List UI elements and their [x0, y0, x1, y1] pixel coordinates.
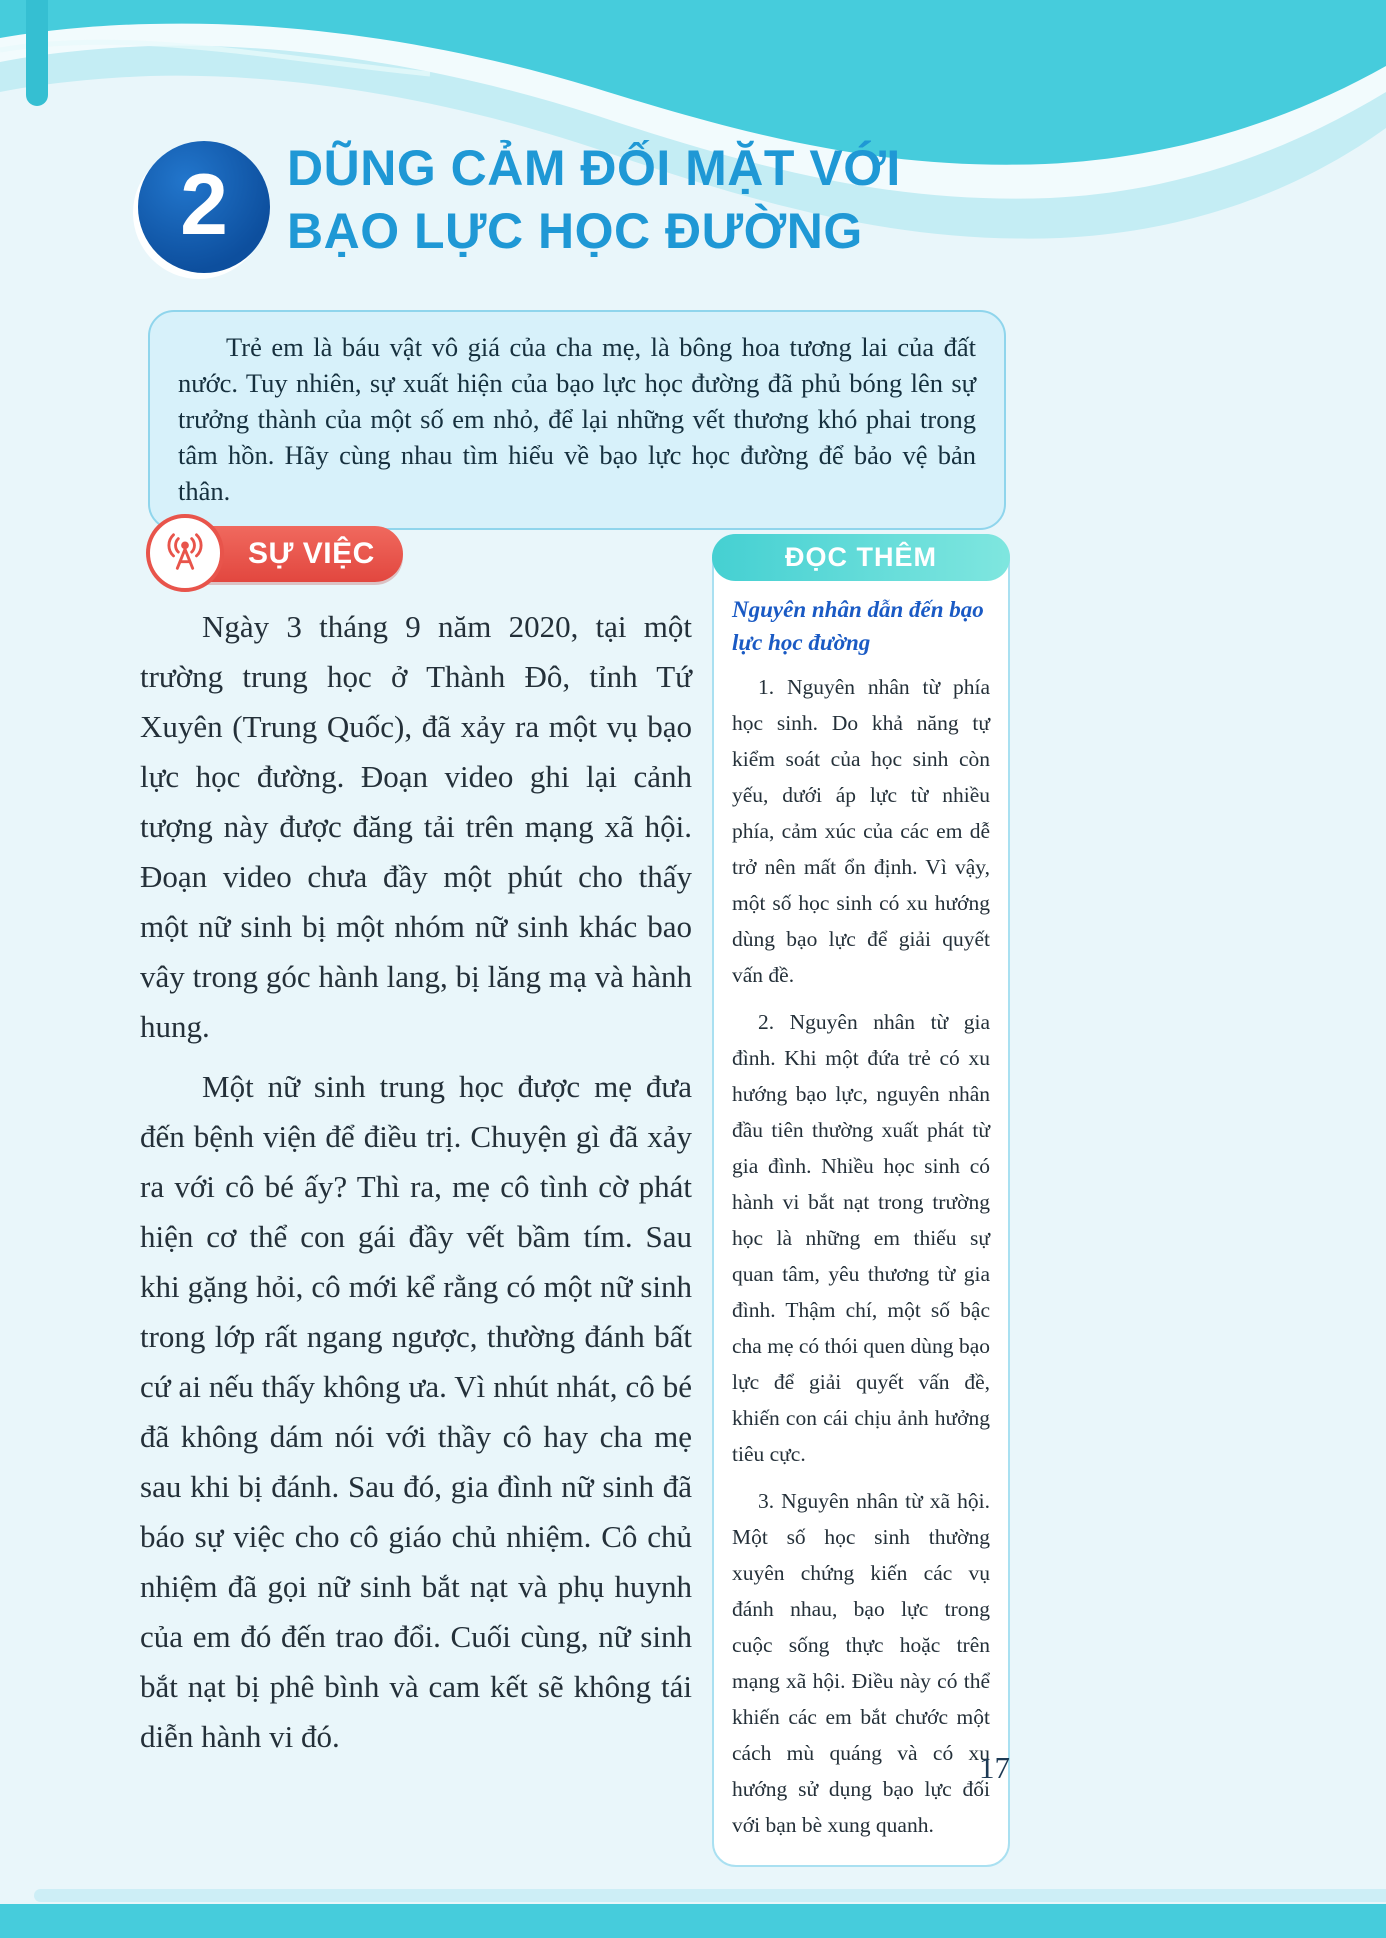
lesson-number: 2: [180, 157, 228, 253]
intro-box: [148, 310, 1006, 530]
lesson-number-badge: [138, 141, 270, 273]
section-badge-label: SỰ VIỆC: [248, 537, 375, 570]
corner-tab-decoration: [26, 0, 48, 106]
main-paragraph: Ngày 3 tháng 9 năm 2020, tại một trường trung học ở Thành Đô, tỉnh Tứ Xuyên (Trung Quốc), đã xảy ra một vụ bạo lực học đường. Đoạn video ghi lại cảnh tượng này được đăng tải trên mạng xã hội. Đoạn video chưa đầy một phút cho thấy một nữ sinh bị một nhóm nữ sinh khác bao vây trong góc hành lang, bị lăng mạ và hành hung.: [140, 609, 692, 1044]
broadcast-icon: [146, 514, 224, 592]
main-text: [140, 602, 692, 1772]
intro-text: Trẻ em là báu vật vô giá của cha mẹ, là bông hoa tương lai của đất nước. Tuy nhiên, sự xuất hiện của bạo lực học đường đã phủ bóng lên sự trưởng thành của một số em nhỏ, để lại những vết thương khó phai trong tâm hồn. Hãy cùng nhau tìm hiểu về bạo lực học đường để bảo vệ bản thân.: [178, 332, 976, 506]
main-paragraph: Một nữ sinh trung học được mẹ đưa đến bệnh viện để điều trị. Chuyện gì đã xảy ra với cô bé ấy? Thì ra, mẹ cô tình cờ phát hiện cơ thể con gái đầy vết bầm tím. Sau khi gặng hỏi, cô mới kể rằng có một nữ sinh trong lớp rất ngang ngược, thường đánh bất cứ ai nếu thấy không ưa. Vì nhút nhát, cô bé đã không dám nói với thầy cô hay cha mẹ sau khi bị đánh. Sau đó, gia đình nữ sinh đã báo sự việc cho cô giáo chủ nhiệm. Cô chủ nhiệm đã gọi nữ sinh bắt nạt và phụ huynh của em đó đến trao đổi. Cuối cùng, nữ sinh bắt nạt bị phê bình và cam kết sẽ không tái diễn hành vi đó.: [140, 1069, 692, 1754]
lesson-title: [287, 137, 901, 263]
bottom-bar-decoration: [0, 1904, 1386, 1938]
reading-box-header: ĐỌC THÊM: [712, 534, 1010, 581]
reading-paragraph: 1. Nguyên nhân từ phía học sinh. Do khả năng tự kiểm soát của học sinh còn yếu, dưới áp lực từ nhiều phía, cảm xúc của các em dễ trở nên mất ổn định. Vì vậy, một số học sinh có xu hướng dùng bạo lực để giải quyết vấn đề.: [732, 675, 990, 987]
page-number: 17: [979, 1750, 1010, 1785]
reading-box-title: Nguyên nhân dẫn đến bạo lực học đường: [732, 597, 984, 655]
reading-paragraph: 2. Nguyên nhân từ gia đình. Khi một đứa trẻ có xu hướng bạo lực, nguyên nhân đầu tiên thường xuất phát từ gia đình. Nhiều học sinh có hành vi bắt nạt trong trường học là những em thiếu sự quan tâm, yêu thương từ gia đình. Thậm chí, một số bậc cha mẹ có thói quen dùng bạo lực để giải quyết vấn đề, khiến con cái chịu ảnh hưởng tiêu cực.: [732, 1010, 990, 1466]
lesson-title-line-1: DŨNG CẢM ĐỐI MẶT VỚI: [287, 140, 901, 196]
lesson-title-line-2: BẠO LỰC HỌC ĐƯỜNG: [287, 203, 863, 259]
reading-box: [712, 534, 1010, 1867]
reading-paragraph: 3. Nguyên nhân từ xã hội. Một số học sinh thường xuyên chứng kiến các vụ đánh nhau, bạo lực trong cuộc sống thực hoặc trên mạng xã hội. Điều này có thể khiến các em bắt chước một cách mù quáng và có xu hướng sử dụng bạo lực đối với bạn bè xung quanh.: [732, 1489, 990, 1837]
bottom-strip-decoration: [34, 1889, 1386, 1902]
